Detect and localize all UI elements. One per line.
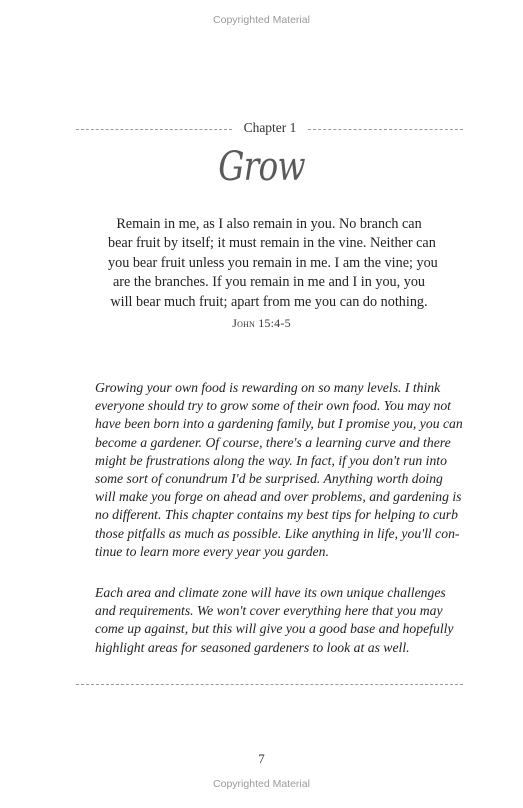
citation-reference: 15:4-5 — [258, 316, 291, 330]
copyright-notice-top: Copyrighted Material — [213, 14, 310, 26]
paragraph-line: and requirements. We won't cover everything here that you may — [95, 603, 443, 619]
copyright-notice-bottom: Copyrighted Material — [213, 778, 310, 790]
paragraph-line: no different. This chapter contains my best tips for helping to curb — [95, 507, 458, 523]
chapter-divider-right — [308, 129, 463, 130]
epigraph-line: Remain in me, as I also remain in you. No branch can — [116, 216, 422, 232]
epigraph — [108, 215, 438, 312]
epigraph-line: will bear much fruit; apart from me you can do nothing. — [110, 293, 428, 310]
paragraph-line: tinue to learn more every year you garden. — [95, 543, 329, 559]
paragraph-line: become a gardener. Of course, there's a learning curve and there — [95, 434, 451, 450]
page-number: 7 — [258, 751, 265, 766]
paragraph-line: have been born into a gardening family, but I promise you, you can — [95, 416, 463, 432]
epigraph-line: you bear fruit unless you remain in me. I am the vine; you — [108, 254, 438, 271]
paragraph-line: everyone should try to grow some of their own food. You may not — [95, 398, 451, 414]
paragraph-line: highlight areas for seasoned gardeners to look at as well. — [95, 639, 410, 655]
body-paragraph-2 — [95, 584, 454, 657]
body-paragraph-1 — [95, 379, 463, 561]
paragraph-line: Growing your own food is rewarding on so many levels. I think — [95, 380, 441, 395]
citation-book: John — [232, 316, 256, 330]
chapter-divider-left — [76, 129, 232, 130]
epigraph-line: are the branches. If you remain in me and I in you, you — [112, 274, 426, 291]
chapter-label: Chapter 1 — [243, 120, 297, 135]
chapter-title: Grow — [218, 144, 305, 190]
paragraph-line: those pitfalls as much as possible. Like anything in life, you'll con- — [95, 525, 460, 541]
paragraph-line: Each area and climate zone will have its own unique challenges — [95, 585, 446, 600]
section-divider-bottom — [76, 684, 463, 685]
paragraph-line: some sort of conundrum I'd be surprised. Anything worth doing — [95, 471, 443, 487]
epigraph-line: bear fruit by itself; it must remain in the vine. Neither can — [108, 235, 436, 252]
paragraph-line: come up against, but this will give you a good base and hopefully — [95, 621, 454, 637]
epigraph-citation — [0, 316, 523, 331]
paragraph-line: will make you forge on ahead and over problems, and gardening is — [95, 489, 462, 505]
paragraph-line: might be frustrations along the way. In fact, if you don't run into — [95, 452, 447, 468]
